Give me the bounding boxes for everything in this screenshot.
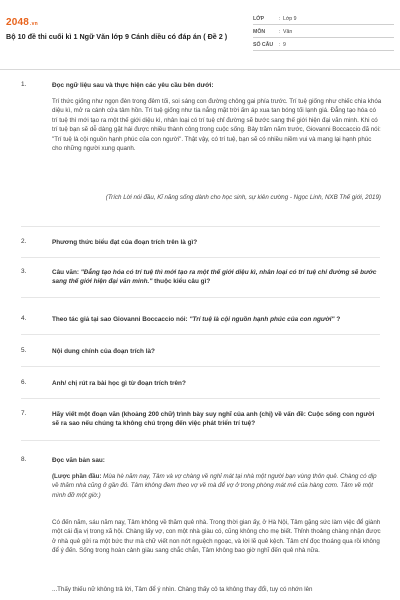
meta-key: SỐ CÂU <box>253 42 274 48</box>
meta-value: Văn <box>283 29 293 35</box>
question-text: Câu văn: "Đẳng tạo hóa có trí tuệ thì mới tạo ra một thế giới diệu kì, nhân loại có trí tuệ chỉ đường sẽ bước sang thế giới hiện đại văn minh." thuộc kiểu câu gì? <box>52 269 377 285</box>
question-text: Nội dung chính của đoạn trích là? <box>52 348 155 355</box>
passage-summary: (Lược phần đầu: Mùa hè năm nay, Tâm và vợ chàng về nghỉ mát tại nhà một người bạn vùng thôn quê. Chàng có dịp về thăm nhà cũng ở gần đó. Tâm không đem theo vợ về mà để vợ ở trong phòng mát mẻ của hàng cơm. Tâm về một mình đỡ một giờ.) <box>52 473 377 499</box>
question-number: 3. <box>21 268 27 275</box>
question-number: 8. <box>21 456 27 463</box>
question-number: 7. <box>21 410 27 417</box>
question-text: Đọc văn bản sau: <box>52 457 105 464</box>
meta-value: Lớp 9 <box>283 16 297 22</box>
meta-row-question-count: SỐ CÂU : 9 <box>253 40 394 51</box>
question-text: Phương thức biểu đạt của đoạn trích trên là gì? <box>52 239 198 246</box>
question-divider <box>21 440 380 441</box>
question-number: 5. <box>21 347 27 354</box>
question-divider <box>21 297 380 298</box>
passage-citation: (Trích Lời nói đầu, Kĩ năng sống dành cho học sinh, sự kiên cường - Ngọc Linh, NXB Thế giới, 2019) <box>105 194 381 201</box>
meta-key: MÔN <box>253 29 266 35</box>
question-divider <box>21 366 380 367</box>
header-divider <box>0 69 400 70</box>
question-text: Theo tác giả tại sao Giovanni Boccaccio nói: "Trí tuệ là cội nguồn hạnh phúc của con người" ? <box>52 316 341 323</box>
meta-row-grade: LỚP : Lớp 9 <box>253 14 394 25</box>
meta-row-subject: MÔN : Văn <box>253 27 394 38</box>
site-logo[interactable] <box>6 17 38 28</box>
story-paragraph: Có đến năm, sáu năm nay, Tâm không về thăm quê nhà. Trong thời gian ấy, ở Hà Nội, Tâm gặng sức làm việc để giành một cái địa vị trong xã hội. Chàng lấy vợ, con một nhà giàu có, cũng không cho mẹ biết. Thỉnh thoảng chàng nhận được ở nhà quê gửi ra một bức thư mà chữ viết non nớt nguệch ngoạc, và lời lẽ quê kệch. Tâm chỉ đọc thoáng qua rồi không để ý đến. Sống trong hoàn cảnh giàu sang chắc chắn, Tâm không bao giờ nghĩ đến quê nhà nữa. <box>52 519 381 555</box>
question-text: Hãy viết một đoạn văn (khoảng 200 chữ) trình bày suy nghĩ của anh (chị) về vấn đề: Cuộc sống con người sẽ ra sao nếu chúng ta không chú trọng đến việc phát triển trí tuệ? <box>52 411 375 427</box>
question-number: 6. <box>21 379 27 386</box>
meta-key: LỚP <box>253 16 265 22</box>
question-text: Anh/ chị rút ra bài học gì từ đoạn trích trên? <box>52 380 186 387</box>
meta-value: 9 <box>283 42 286 48</box>
logo-suffix: .vn <box>30 21 38 27</box>
page-title: Bộ 10 đề thi cuối kì 1 Ngữ Văn lớp 9 Cánh diều có đáp án ( Đề 2 ) <box>6 32 228 41</box>
reading-passage: Trí thức giống như ngọn đèn trong đêm tối, soi sáng con đường chông gai phía trước. Trí tuệ giống như chiếc chìa khóa diệu kì, mở ra cánh cửa tâm hồn. Trí tuệ giống như tia nắng mặt trời ấm áp xua tan bóng tối lạnh giá. Đẳng tạo hóa có trí tuệ thì mới tạo ra một thế giới diệu kì, nhân loại có trí tuệ chỉ đường sẽ bước sang thế giới hiện đại văn minh. Khi có trí tuệ bạn sẽ dễ dàng gặt hái được nhiều thành công trong cuộc sống. Bảy trăm năm trước, Giovanni Boccaccio đã nói: "Trí tuệ là cội nguồn hạnh phúc của con người". Thật vậy, có trí tuệ, bạn sẽ có nhiều niềm vui và mang lại hạnh phúc cho những người xung quanh. <box>52 98 382 153</box>
logo-text: 2048 <box>6 17 30 28</box>
question-number: 4. <box>21 315 27 322</box>
question-divider <box>21 334 380 335</box>
question-number: 1. <box>21 81 27 88</box>
question-number: 2. <box>21 238 27 245</box>
question-text: Đọc ngữ liệu sau và thực hiện các yêu cầu bên dưới: <box>52 82 214 89</box>
question-divider <box>21 398 380 399</box>
page-header <box>0 0 400 70</box>
story-paragraph: ...Thấy thiếu nữ không trả lời, Tâm để ý nhìn. Chàng thấy cô ta không thay đổi, tuy có nhớn lên <box>52 586 313 593</box>
question-divider <box>21 226 380 227</box>
question-divider <box>21 257 380 258</box>
